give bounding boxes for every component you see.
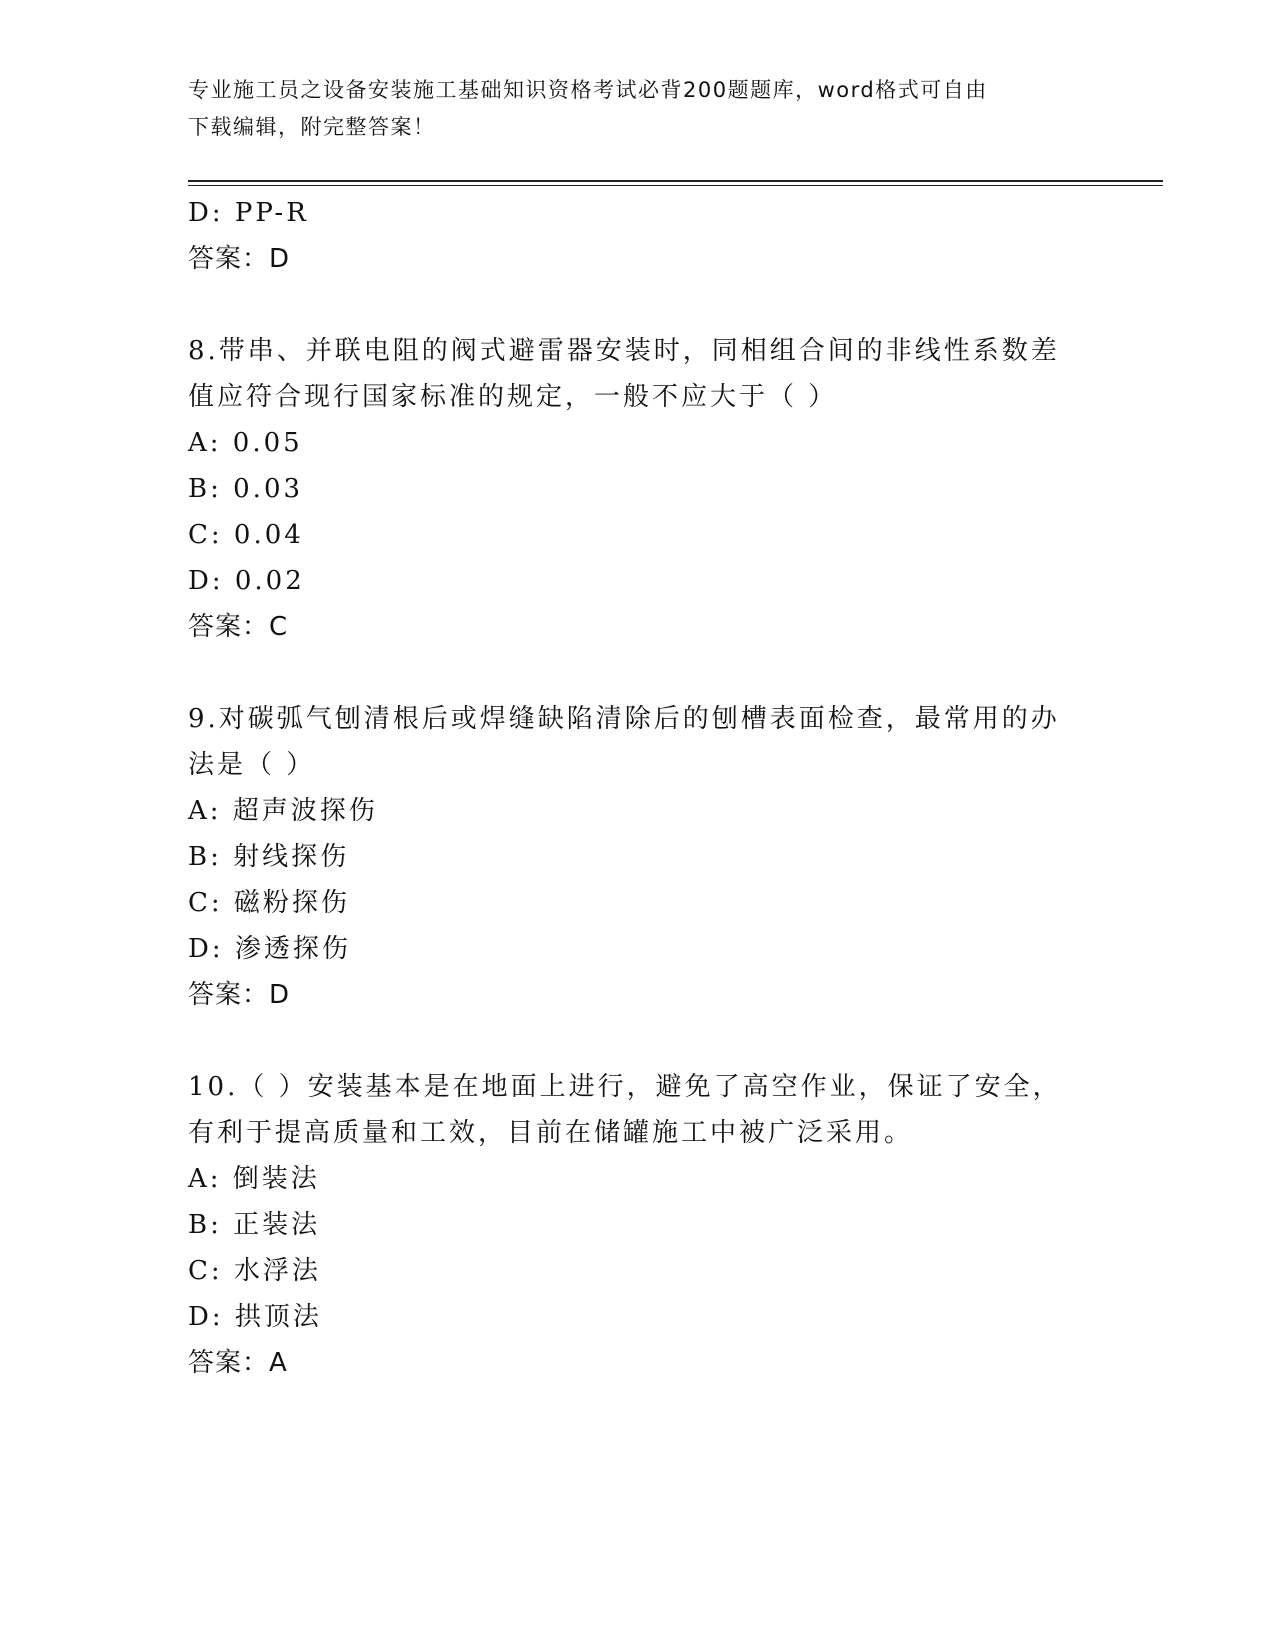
question-9: [188, 696, 1088, 1018]
document-body: [188, 190, 1088, 1386]
page-header: [188, 72, 1088, 146]
option-a: A: 倒装法: [188, 1164, 320, 1194]
option-c: C: 磁粉探伤: [188, 888, 350, 918]
header-line-2: 下载编辑，附完整答案！: [188, 115, 436, 139]
question-text: 10.（ ）安装基本是在地面上进行，避免了高空作业，保证了安全，: [188, 1072, 1062, 1102]
answer-line: 答案：D: [188, 980, 291, 1010]
header-line-1: 专业施工员之设备安装施工基础知识资格考试必背200题题库，word格式可自由: [188, 78, 988, 102]
question-text: 值应符合现行国家标准的规定，一般不应大于（ ）: [188, 382, 838, 412]
answer-line: 答案：A: [188, 1348, 288, 1378]
header-divider-thin: [188, 185, 1163, 186]
question-text: 有利于提高质量和工效，目前在储罐施工中被广泛采用。: [188, 1118, 914, 1148]
option-b: B: 0.03: [188, 474, 304, 504]
question-text: 9.对碳弧气刨清根后或焊缝缺陷清除后的刨槽表面检查，最常用的办: [188, 704, 1060, 734]
option-d: D: PP-R: [188, 198, 309, 228]
option-d: D: 渗透探伤: [188, 934, 351, 964]
option-d: D: 拱顶法: [188, 1302, 322, 1332]
question-text: 法是（ ）: [188, 750, 316, 780]
answer-line: 答案：D: [188, 244, 291, 274]
question-text: 8.带串、并联电阻的阀式避雷器安装时，同相组合间的非线性系数差: [188, 336, 1060, 366]
option-a: A: 超声波探伤: [188, 796, 378, 826]
header-divider: [188, 180, 1163, 182]
option-b: B: 射线探伤: [188, 842, 350, 872]
option-b: B: 正装法: [188, 1210, 321, 1240]
option-c: C: 0.04: [188, 520, 304, 550]
option-d: D: 0.02: [188, 566, 305, 596]
option-c: C: 水浮法: [188, 1256, 321, 1286]
option-a: A: 0.05: [188, 428, 303, 458]
answer-line: 答案：C: [188, 612, 289, 642]
question-8: [188, 328, 1088, 650]
question-10: [188, 1064, 1088, 1386]
